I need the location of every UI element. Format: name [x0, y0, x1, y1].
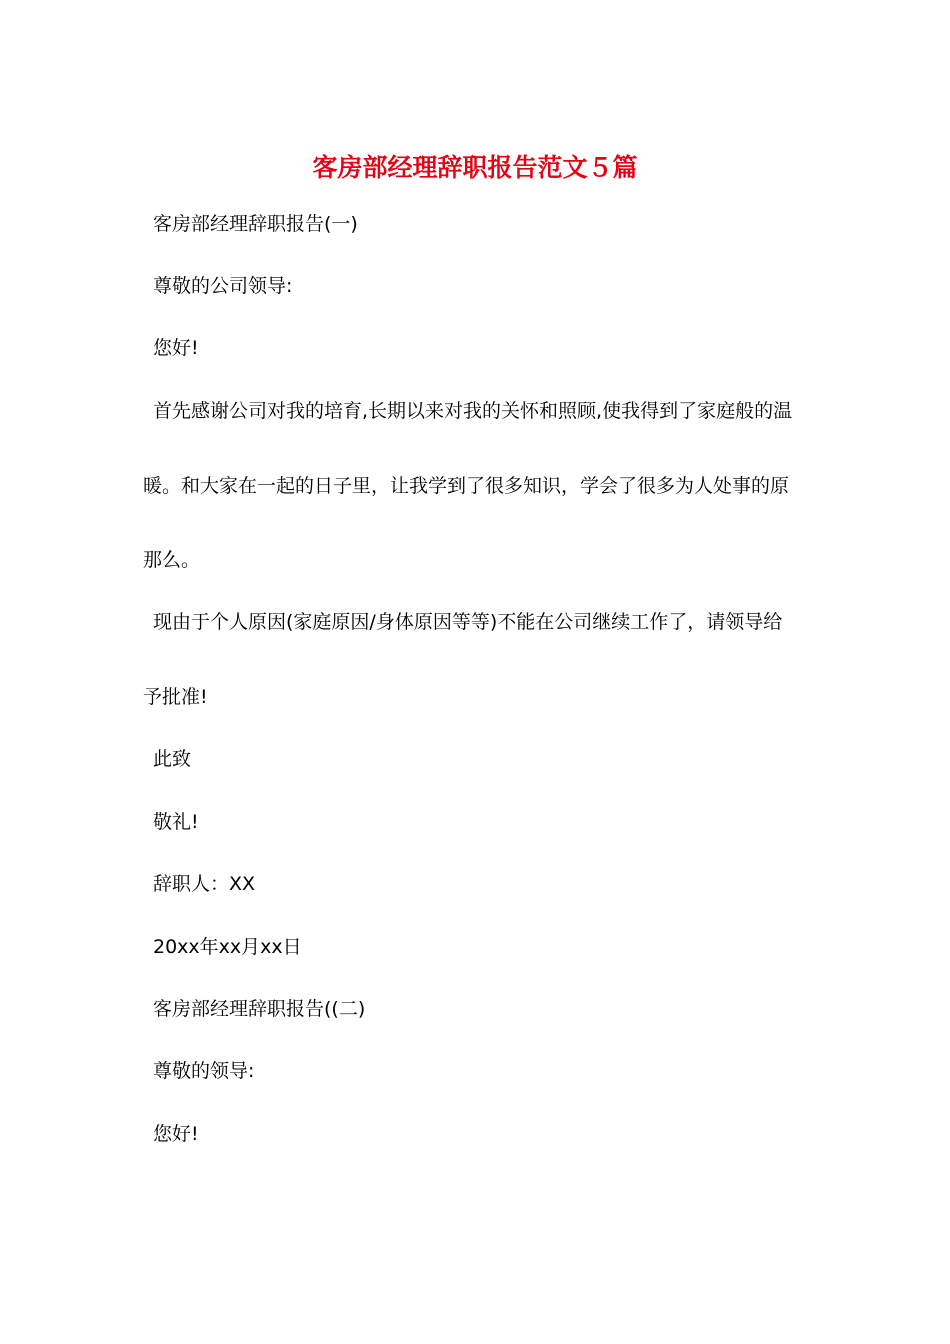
body-paragraph-line: 暖。和大家在一起的日子里，让我学到了很多知识，学会了很多为人处事的原 [143, 475, 790, 497]
closing-regards: 敬礼! [153, 811, 199, 833]
body-paragraph-line: 首先感谢公司对我的培育,长期以来对我的关怀和照顾,使我得到了家庭般的温 [153, 400, 793, 422]
section-heading-2: 客房部经理辞职报告((二) [153, 998, 366, 1020]
body-paragraph-line: 现由于个人原因(家庭原因/身体原因等等)不能在公司继续工作了，请领导给 [153, 611, 783, 633]
document-title: 客房部经理辞职报告范文５篇 [312, 153, 638, 182]
salutation: 尊敬的公司领导: [153, 275, 293, 297]
body-paragraph-line: 那么。 [143, 549, 201, 571]
body-paragraph-line: 予批准! [143, 686, 208, 708]
section-heading-1: 客房部经理辞职报告(一) [153, 213, 358, 235]
signature-line: 辞职人：XX [153, 873, 256, 895]
greeting: 您好! [153, 337, 199, 359]
greeting: 您好! [153, 1123, 199, 1145]
salutation: 尊敬的领导: [153, 1060, 255, 1082]
date-line: 20xx年xx月xx日 [153, 936, 302, 958]
closing-line: 此致 [153, 748, 192, 770]
